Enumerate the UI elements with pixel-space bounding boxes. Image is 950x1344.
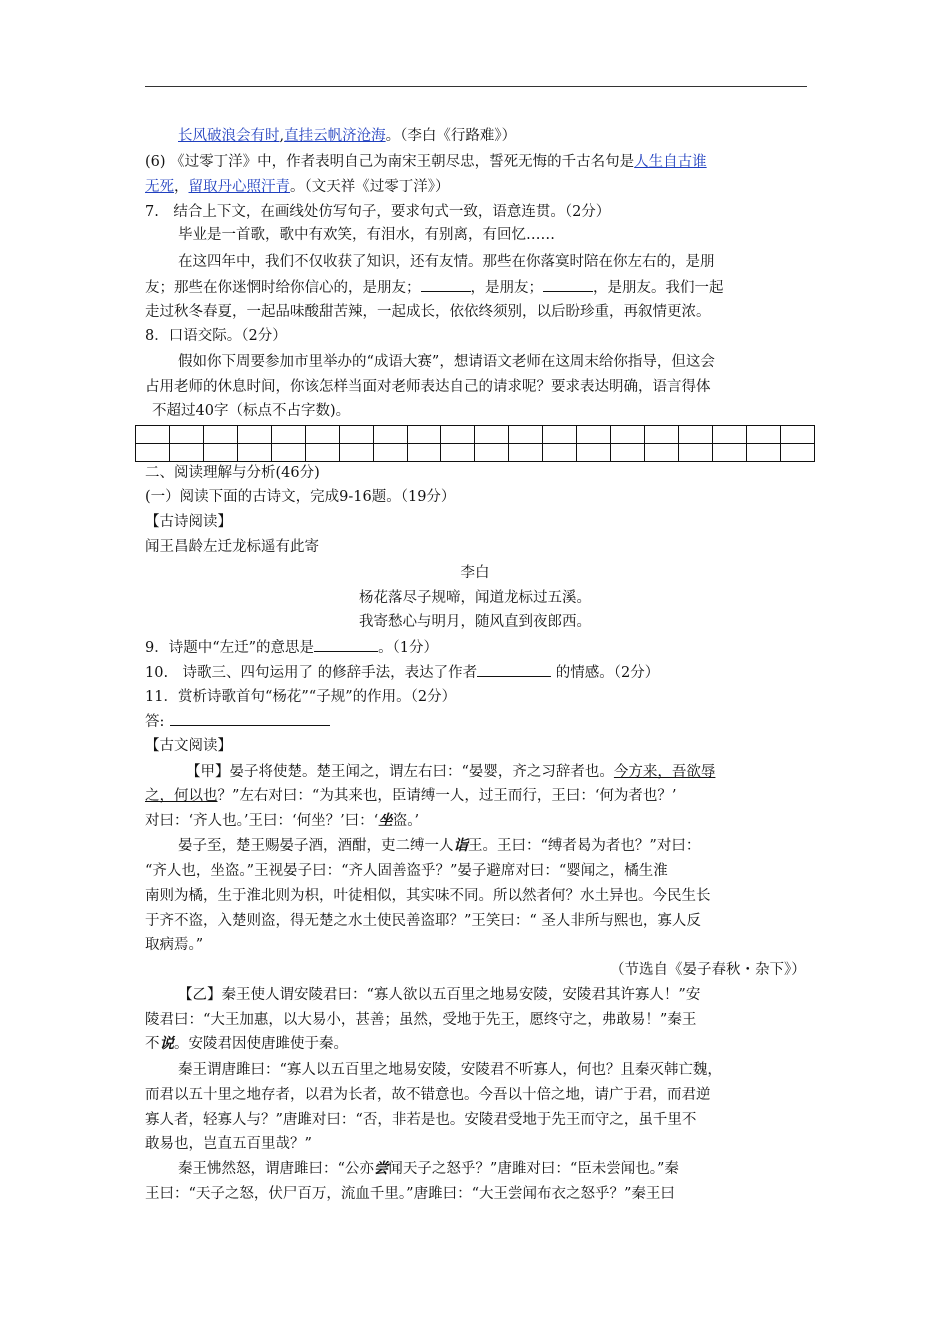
fill-blank-9[interactable] (314, 637, 378, 652)
poem-line-1: 杨花落尽子规啼，闻道龙标过五溪。 (359, 590, 591, 606)
prose-yi-9: 王曰：“天子之怒，伏尸百万，流血千里。”唐雎曰：“大王尝闻布衣之怒乎？”秦王曰 (145, 1186, 675, 1202)
prose-heading: 【古文阅读】 (145, 738, 232, 754)
prose-yi-4: 秦王谓唐雎曰：“寡人以五百里之地易安陵，安陵君不听寡人，何也？且秦灭韩亡魏， (178, 1062, 722, 1078)
poem-title: 闻王昌龄左迁龙标遥有此寄 (145, 539, 319, 555)
answer-grid[interactable] (135, 425, 815, 462)
question-9: 9．诗题中“左迁”的意思是 。（1分） (145, 637, 438, 659)
question-7-lead: 毕业是一首歌，歌中有欢笑，有泪水，有别离，有回忆…… (178, 227, 555, 243)
poem-author: 李白 (460, 565, 490, 581)
question-8-text-3: 不超过40字（标点不占字数)。 (152, 403, 351, 419)
prose-yi-5: 而君以五十里之地存者，以君为长者，故不错意也。今吾以十倍之地，请广于君，而君逆 (145, 1087, 711, 1103)
prose-yi-2: 陵君曰：“大王加惠，以大易小，甚善；虽然，受地于先王，愿终守之，弗敢易！”秦王 (145, 1012, 697, 1028)
prose-jia-7: 于齐不盗，入楚则盗，得无楚之水土使民善盗耶？”王笑曰：“ 圣人非所与熙也，寡人反 (145, 913, 701, 929)
header-rule (145, 86, 807, 87)
fill-blank-10[interactable] (477, 662, 551, 677)
line-1: 长风破浪会有时,直挂云帆济沧海。（李白《行路难》） (178, 128, 517, 144)
prose-jia-1: 【甲】晏子将使楚。楚王闻之，谓左右曰：“晏婴，齐之习辞者也。今方来，吾欲辱 (186, 764, 716, 780)
fill-blank-2[interactable] (543, 277, 593, 292)
question-11: 11．赏析诗歌首句“杨花”“子规”的作用。（2分） (145, 689, 457, 705)
poem-line-2: 我寄愁心与明月，随风直到夜郎西。 (359, 614, 591, 630)
question-8-text-1: 假如你下周要参加市里举办的“成语大赛”，想请语文老师在这周末给你指导，但这会 (178, 354, 715, 370)
poem-heading: 【古诗阅读】 (145, 514, 232, 530)
fill-blank-1[interactable] (421, 277, 471, 292)
answer-line: 答: (145, 711, 330, 733)
question-7-text-2: 友；那些在你迷惘时给你信心的，是朋友； ，是朋友； ，是朋友。我们一起 (145, 277, 724, 299)
fill-blank-11[interactable] (170, 711, 330, 726)
answer-link-2[interactable]: 直挂云帆济沧海 (284, 128, 386, 144)
prose-jia-3: 对曰：‘齐人也。’王曰：‘何坐？’曰：‘坐盗。’ (145, 812, 420, 829)
question-7-text-3: 走过秋冬春夏，一起品味酸甜苦辣，一起成长，依依终须别，以后盼珍重，再叙情更浓。 (145, 304, 711, 320)
prose-jia-4: 晏子至，楚王赐晏子酒，酒酣，吏二缚一人诣王。王曰：“缚者曷为者也？”对曰： (178, 837, 701, 854)
prose-yi-7: 敢易也，岂直五百里哉？” (145, 1136, 312, 1152)
prose-yi-1: 【乙】秦王使人谓安陵君曰：“寡人欲以五百里之地易安陵，安陵君其许寡人！”安 (178, 987, 701, 1003)
line-3: 无死，留取丹心照汗青。（文天祥《过零丁洋》） (145, 179, 450, 195)
answer-link-5[interactable]: 留取丹心照汗青 (188, 179, 290, 195)
section-2-sub: (一）阅读下面的古诗文，完成9-16题。（19分） (145, 489, 456, 505)
answer-link-1[interactable]: 长风破浪会有时 (178, 128, 280, 144)
prose-jia-8: 取病焉。” (145, 937, 204, 953)
line-2: (6) 《过零丁洋》中，作者表明自己为南宋王朝尽忠，誓死无悔的千古名句是人生自古谁 (145, 154, 707, 170)
question-8: 8．口语交际。（2分） (145, 328, 287, 344)
prose-yi-6: 寡人者，轻寡人与？”唐雎对曰：“否，非若是也。安陵君受地于先王而守之，虽千里不 (145, 1112, 697, 1128)
question-7: 7. 结合上下文，在画线处仿写句子，要求句式一致，语意连贯。（2分） (145, 204, 611, 220)
question-10: 10. 诗歌三、四句运用了 的修辞手法，表达了作者 的情感。（2分） (145, 662, 659, 684)
prose-source: （节选自《晏子春秋・杂下》） (610, 962, 806, 978)
prose-yi-3: 不说。安陵君因使唐雎使于秦。 (145, 1035, 348, 1052)
prose-jia-6: 南则为橘，生于淮北则为枳，叶徒相似，其实味不同。所以然者何？水土异也。今民生长 (145, 888, 711, 904)
prose-yi-8: 秦王怫然怒，谓唐雎曰：“公亦尝闻天子之怒乎？”唐雎对曰：“臣未尝闻也。”秦 (178, 1160, 679, 1177)
question-8-text-2: 占用老师的休息时间，你该怎样当面对老师表达自己的请求呢？要求表达明确，语言得体 (145, 379, 711, 395)
question-7-text-1: 在这四年中，我们不仅收获了知识，还有友情。那些在你落寞时陪在你左右的，是朋 (178, 254, 715, 270)
section-2-title: 二、阅读理解与分析(46分) (145, 465, 320, 481)
answer-link-4[interactable]: 无死 (145, 179, 174, 195)
prose-jia-5: “齐人也，坐盗。”王视晏子曰：“齐人固善盗乎？”晏子避席对曰：“婴闻之，橘生淮 (145, 863, 668, 879)
prose-jia-2: 之，何以也？”左右对曰：“为其来也，臣请缚一人，过王而行，王曰：‘何为者也？’ (145, 788, 677, 804)
answer-link-3[interactable]: 人生自古谁 (634, 154, 707, 170)
